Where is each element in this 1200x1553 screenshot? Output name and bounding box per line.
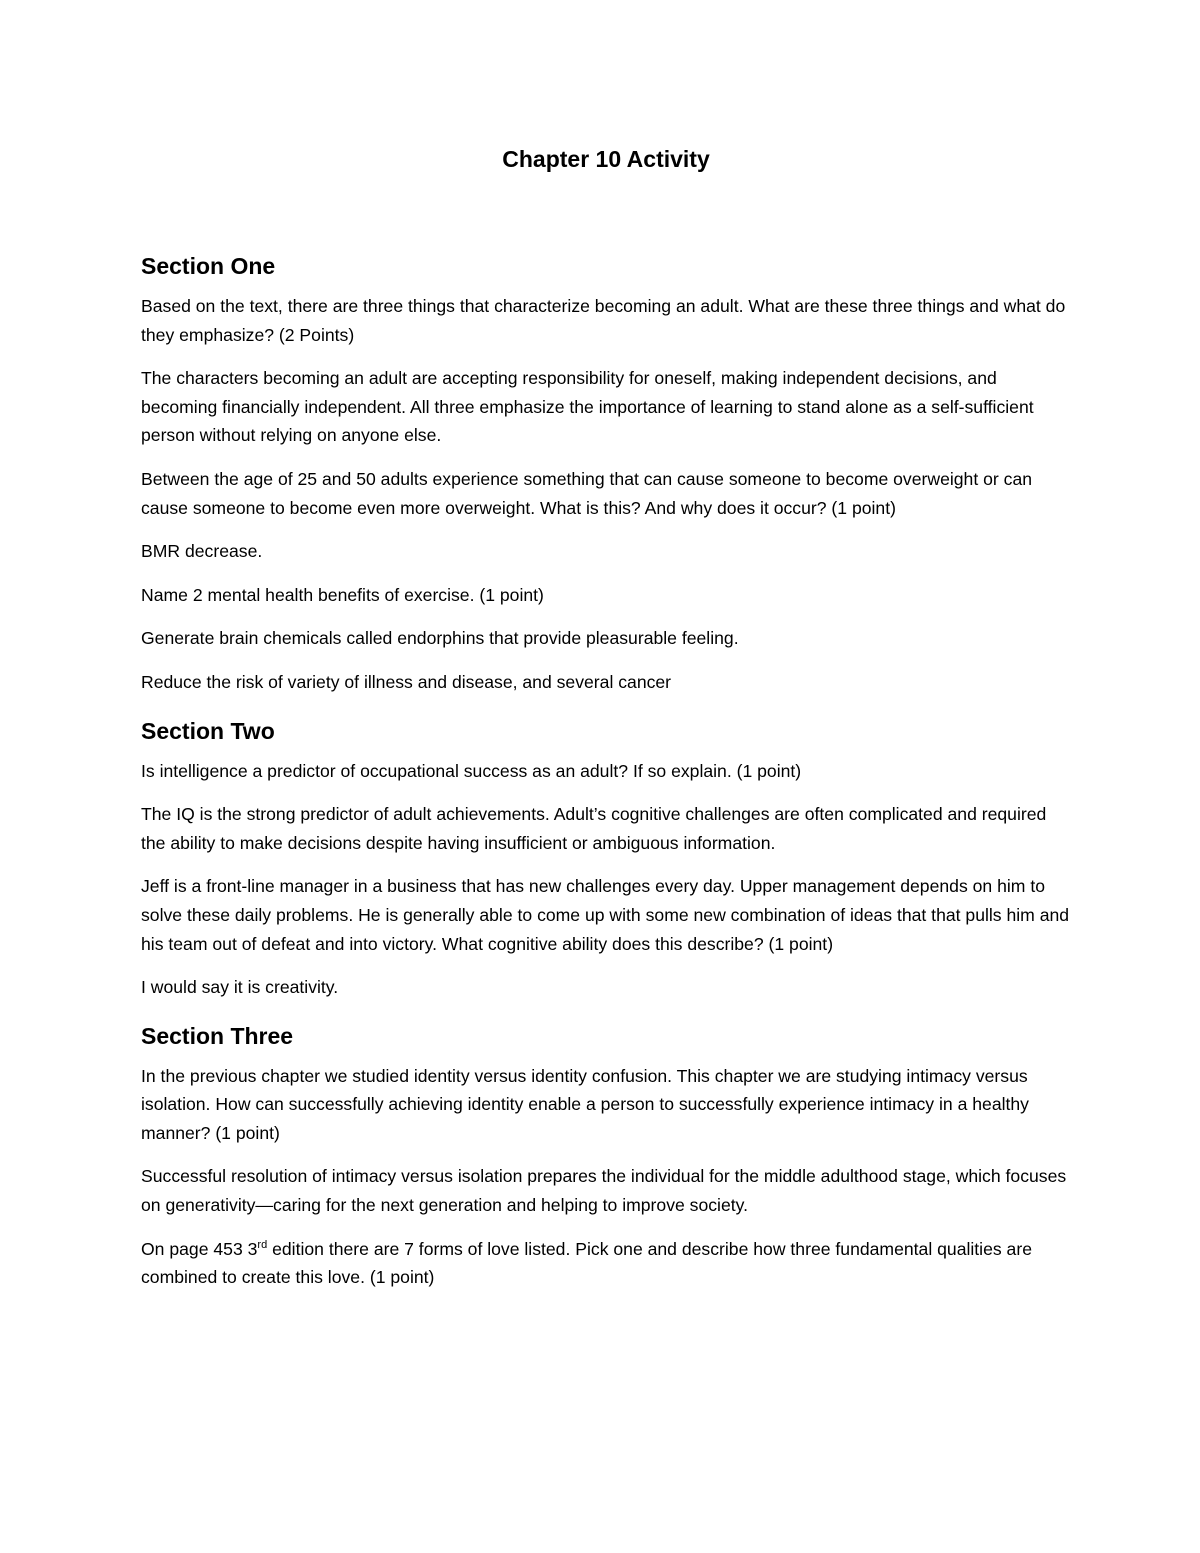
answer-paragraph: Reduce the risk of variety of illness and disease, and several cancer (141, 671, 672, 692)
question-paragraph: In the previous chapter we studied identity versus identity confusion. This chapter we are studying intimacy versus isolation. How can successfully achieving identity enable a person to successfully experience intimacy in a healthy manner? (1 point) (141, 1065, 1029, 1143)
document-page (141, 140, 1071, 1307)
question-paragraph: Name 2 mental health benefits of exercise. (1 point) (141, 584, 544, 605)
text-before-superscript: On page 453 3 (141, 1238, 258, 1259)
text-after-superscript: edition there are 7 forms of love listed. Pick one and describe how three fundamental qualities are combined to create this love. (1 point) (141, 1238, 1032, 1288)
answer-paragraph: The IQ is the strong predictor of adult achievements. Adult’s cognitive challenges are often complicated and required the ability to make decisions despite having insufficient or ambiguous information. (141, 804, 1047, 853)
answer-paragraph: The characters becoming an adult are accepting responsibility for oneself, making independent decisions, and becoming financially independent. All three emphasize the importance of learning to stand alone as a self-sufficient person without relying on anyone else. (141, 368, 1034, 446)
section-two (141, 715, 1071, 1002)
ordinal-superscript: rd (257, 1238, 268, 1251)
answer-paragraph: I would say it is creativity. (141, 977, 339, 998)
answer-paragraph: Successful resolution of intimacy versus isolation prepares the individual for the middle adulthood stage, which focuses on generativity—caring for the next generation and helping to improve society. (141, 1166, 1067, 1216)
answer-paragraph: Generate brain chemicals called endorphins that provide pleasurable feeling. (141, 628, 739, 649)
question-paragraph: Is intelligence a predictor of occupational success as an adult? If so explain. (1 point) (141, 760, 802, 781)
section-three (141, 1020, 1071, 1292)
document-title: Chapter 10 Activity (502, 146, 710, 172)
question-paragraph: Based on the text, there are three things that characterize becoming an adult. What are these three things and what do they emphasize? (2 Points) (141, 296, 1066, 345)
section-heading: Section Three (141, 1022, 294, 1049)
answer-paragraph: BMR decrease. (141, 541, 263, 562)
question-paragraph: Between the age of 25 and 50 adults experience something that can cause someone to become overweight or can cause someone to become even more overweight. What is this? And why does it occur? (1 point) (141, 468, 1033, 518)
section-heading: Section Two (141, 717, 275, 744)
question-paragraph (141, 1235, 1071, 1292)
section-one (141, 250, 1071, 697)
question-paragraph: Jeff is a front-line manager in a business that has new challenges every day. Upper management depends on him to solve these daily problems. He is generally able to come up with some new combination of ideas that that pulls him and his team out of defeat and into victory. What cognitive ability does this describe? (1 point) (141, 876, 1070, 954)
section-heading: Section One (141, 253, 276, 279)
